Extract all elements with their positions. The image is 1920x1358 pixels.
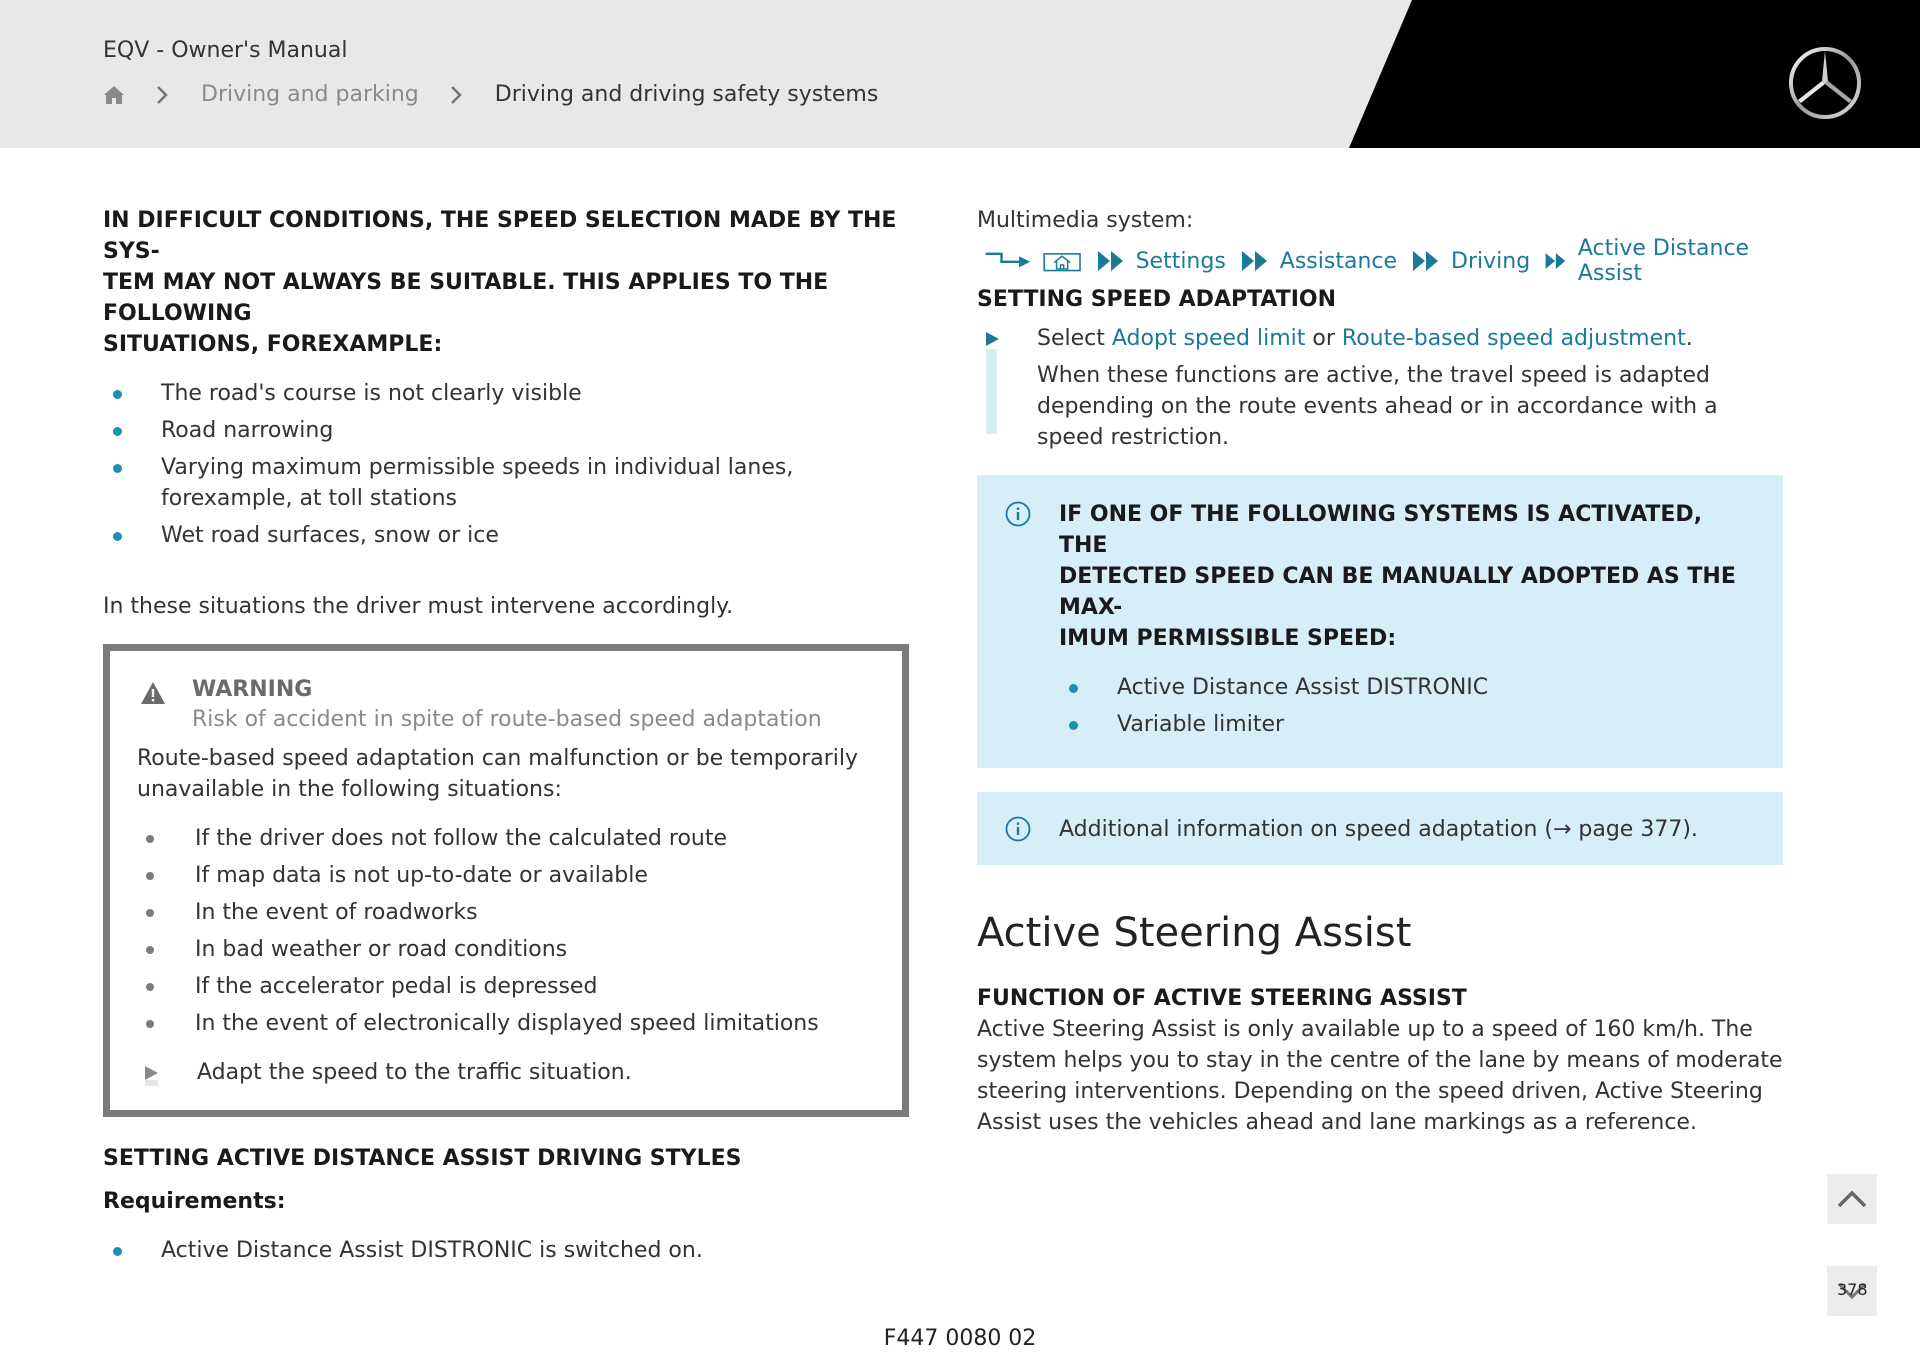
chevron-right-icon <box>147 84 177 106</box>
bullet-dot <box>113 464 122 473</box>
page-header <box>0 0 1920 148</box>
bullet-dot <box>113 390 122 399</box>
menu-path-settings[interactable] <box>1096 249 1226 274</box>
bullet-dot <box>113 1247 122 1256</box>
document-title: EQV - Owner's Manual <box>103 38 348 63</box>
step-bar <box>986 349 997 434</box>
chevron-up-icon <box>1836 1189 1868 1209</box>
document-code: F447 0080 02 <box>883 1326 1037 1351</box>
menu-path-label: Assistance <box>1279 248 1398 274</box>
list-item <box>103 520 909 551</box>
info-additional-text[interactable]: Additional information on speed adaptation (→ page 377). <box>1059 817 1698 842</box>
menu-path <box>977 236 1783 286</box>
warning-action-text: Adapt the speed to the traffic situation. <box>197 1060 632 1085</box>
bullet-dot <box>146 835 154 843</box>
bullet-dot <box>146 1020 154 1028</box>
mercedes-star-logo[interactable] <box>1788 46 1862 120</box>
info-box-additional <box>977 792 1783 865</box>
list-item-text: If map data is not up-to-date or available <box>195 863 648 888</box>
right-column <box>977 205 1783 1138</box>
step-or-text: or <box>1312 326 1335 351</box>
double-chevron-icon <box>1544 250 1568 272</box>
bullet-dot <box>146 983 154 991</box>
conditions-heading <box>103 205 909 360</box>
menu-path-active-distance-assist[interactable] <box>1544 236 1769 286</box>
double-chevron-icon <box>1096 250 1126 272</box>
chevron-right-icon <box>441 84 471 106</box>
situations-list <box>103 378 909 551</box>
list-item <box>1059 709 1753 740</box>
menu-path-assistance[interactable] <box>1240 249 1397 274</box>
bullet-dot <box>1069 721 1078 730</box>
list-item <box>1059 672 1753 703</box>
list-item-text: If the accelerator pedal is depressed <box>195 974 598 999</box>
driving-styles-heading: SETTING ACTIVE DISTANCE ASSIST DRIVING STYLES <box>103 1146 742 1171</box>
conditions-heading-line: IN DIFFICULT CONDITIONS, THE SPEED SELECTION MADE BY THE SYS- <box>103 208 897 264</box>
list-item <box>103 415 909 446</box>
list-item-text: In bad weather or road conditions <box>195 937 568 962</box>
warning-box <box>103 644 909 1117</box>
conditions-heading-line: TEM MAY NOT ALWAYS BE SUITABLE. THIS APPLIES TO THE FOLLOWING <box>103 270 829 326</box>
step-bar <box>145 1080 158 1086</box>
menu-path-start-icon <box>984 246 1033 276</box>
route-based-speed-adjustment-link[interactable]: Route-based speed adjustment <box>1341 326 1686 351</box>
list-item <box>103 378 909 409</box>
list-item <box>137 860 876 891</box>
scroll-down-button[interactable] <box>1827 1266 1877 1316</box>
bullet-dot <box>146 909 154 917</box>
multimedia-label: Multimedia system: <box>977 208 1194 233</box>
info-heading-line: IMUM PERMISSIBLE SPEED: <box>1059 626 1397 651</box>
list-item <box>137 1008 876 1039</box>
conditions-heading-line: SITUATIONS, FOREXAMPLE: <box>103 332 443 357</box>
home-icon[interactable] <box>103 84 125 106</box>
info-heading-line: DETECTED SPEED CAN BE MANUALLY ADOPTED AS THE MAX- <box>1059 564 1736 620</box>
list-item <box>103 452 909 514</box>
list-item-text: In the event of electronically displayed speed limitations <box>195 1011 819 1036</box>
step-result: When these functions are active, the travel speed is adapted depending on the route events ahead or in accordance with a speed restriction. <box>1037 363 1718 450</box>
list-item <box>103 1235 909 1266</box>
warning-subtitle: Risk of accident in spite of route-based speed adaptation <box>192 707 822 732</box>
speed-adaptation-step <box>977 323 1783 453</box>
step-select-text: Select <box>1037 326 1105 351</box>
double-chevron-icon <box>1240 250 1270 272</box>
scroll-up-button[interactable] <box>1827 1174 1877 1224</box>
list-item <box>137 823 876 854</box>
page-number: 378 <box>1837 1280 1868 1299</box>
bullet-dot <box>146 946 154 954</box>
home-menu-icon[interactable] <box>1043 247 1081 275</box>
info-icon <box>1005 816 1031 842</box>
function-heading: FUNCTION OF ACTIVE STEERING ASSIST <box>977 986 1467 1011</box>
breadcrumb-item-current: Driving and driving safety systems <box>494 82 879 107</box>
section-title: Active Steering Assist <box>977 910 1412 956</box>
info-systems-list <box>1059 672 1753 740</box>
info-systems-heading <box>1059 499 1753 654</box>
menu-path-driving[interactable] <box>1411 249 1530 274</box>
list-item <box>137 897 876 928</box>
warning-triangle-icon <box>140 681 166 705</box>
list-item-text: Active Distance Assist DISTRONIC is switched on. <box>161 1238 703 1263</box>
step-arrow-icon <box>986 332 999 346</box>
bullet-dot <box>1069 684 1078 693</box>
menu-path-label: Settings <box>1135 248 1226 274</box>
list-item <box>137 971 876 1002</box>
requirements-list <box>103 1235 909 1266</box>
info-heading-line: IF ONE OF THE FOLLOWING SYSTEMS IS ACTIVATED, THE <box>1059 502 1703 558</box>
step-arrow-icon <box>145 1066 158 1080</box>
info-box-systems <box>977 475 1783 768</box>
warning-title: WARNING <box>192 677 313 702</box>
menu-path-label: Driving <box>1451 248 1531 274</box>
warning-list <box>137 823 876 1039</box>
header-black-band <box>0 0 1920 148</box>
info-icon <box>1005 501 1031 527</box>
menu-path-label: Active Distance Assist <box>1577 236 1750 286</box>
list-item-text: In the event of roadworks <box>195 900 478 925</box>
list-item-text: Varying maximum permissible speeds in individual lanes, forexample, at toll stations <box>161 455 794 511</box>
breadcrumb-item-driving-parking[interactable]: Driving and parking <box>201 82 419 107</box>
function-body: Active Steering Assist is only available up to a speed of 160 km/h. The system helps you to stay in the centre of the lane by means of moderate steering interventions. Depending on the speed driven, Active Steering Assist uses the vehicles ahead and lane markings as a reference. <box>977 1017 1783 1135</box>
list-item <box>137 934 876 965</box>
step-instruction <box>1037 323 1783 354</box>
list-item-text: Wet road surfaces, snow or ice <box>161 523 499 548</box>
double-chevron-icon <box>1411 250 1441 272</box>
bullet-dot <box>113 532 122 541</box>
adopt-speed-limit-link[interactable]: Adopt speed limit <box>1111 326 1306 351</box>
list-item-text: If the driver does not follow the calculated route <box>195 826 728 851</box>
left-column <box>103 205 909 1272</box>
list-item-text: Active Distance Assist DISTRONIC <box>1117 675 1489 700</box>
bullet-dot <box>146 872 154 880</box>
requirements-label: Requirements: <box>103 1189 286 1214</box>
warning-body: Route-based speed adaptation can malfunction or be temporarily unavailable in the following situations: <box>137 746 859 802</box>
bullet-dot <box>113 427 122 436</box>
speed-adaptation-heading: SETTING SPEED ADAPTATION <box>977 287 1337 312</box>
list-item-text: Variable limiter <box>1117 712 1285 737</box>
list-item-text: The road's course is not clearly visible <box>161 381 582 406</box>
step-period: . <box>1685 326 1693 351</box>
breadcrumb <box>103 82 878 107</box>
list-item-text: Road narrowing <box>161 418 334 443</box>
intervene-text: In these situations the driver must intervene accordingly. <box>103 594 734 619</box>
warning-action-step <box>137 1057 876 1088</box>
